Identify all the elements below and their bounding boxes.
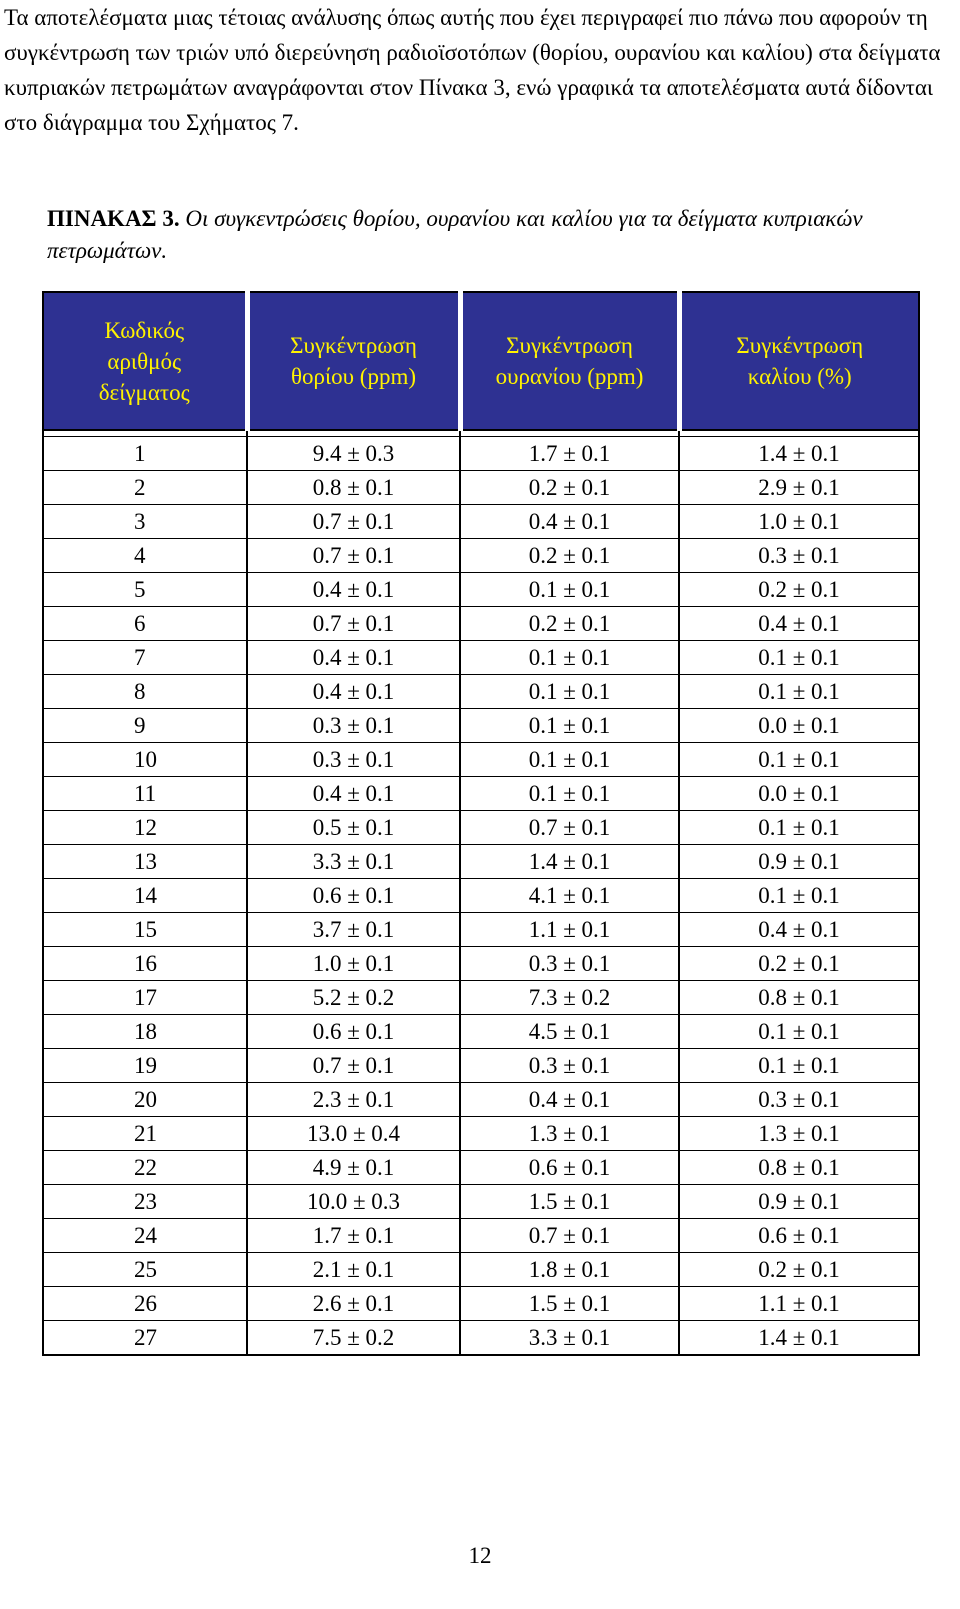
cell-potassium: 0.1 ± 0.1	[679, 743, 919, 777]
cell-uranium: 0.3 ± 0.1	[460, 947, 679, 981]
cell-thorium: 0.3 ± 0.1	[247, 709, 460, 743]
cell-potassium: 1.4 ± 0.1	[679, 437, 919, 471]
cell-uranium: 1.7 ± 0.1	[460, 437, 679, 471]
cell-potassium: 1.3 ± 0.1	[679, 1117, 919, 1151]
cell-thorium: 0.7 ± 0.1	[247, 607, 460, 641]
cell-uranium: 0.1 ± 0.1	[460, 573, 679, 607]
cell-sample-code: 15	[43, 913, 247, 947]
table-caption	[47, 203, 947, 267]
table-row	[43, 505, 919, 539]
cell-potassium: 0.6 ± 0.1	[679, 1219, 919, 1253]
cell-uranium: 7.3 ± 0.2	[460, 981, 679, 1015]
cell-thorium: 0.4 ± 0.1	[247, 675, 460, 709]
cell-thorium: 0.3 ± 0.1	[247, 743, 460, 777]
cell-potassium: 0.4 ± 0.1	[679, 607, 919, 641]
cell-sample-code: 9	[43, 709, 247, 743]
cell-sample-code: 18	[43, 1015, 247, 1049]
cell-sample-code: 8	[43, 675, 247, 709]
table-caption-label: ΠΙΝΑΚΑΣ 3.	[47, 206, 180, 231]
cell-sample-code: 6	[43, 607, 247, 641]
cell-uranium: 0.6 ± 0.1	[460, 1151, 679, 1185]
cell-uranium: 3.3 ± 0.1	[460, 1321, 679, 1356]
cell-uranium: 0.1 ± 0.1	[460, 743, 679, 777]
intro-paragraph: Τα αποτελέσματα μιας τέτοιας ανάλυσης όπως αυτής που έχει περιγραφεί πιο πάνω που αφορούν τη συγκέντρωση των τριών υπό διερεύνηση ραδιοϊσοτόπων (θορίου, ουρανίου και καλίου) στα δείγματα κυπριακών πετρωμάτων αναγράφονται στον Πίνακα 3, ενώ γραφικά τα αποτελέσματα αυτά δίδονται στο διάγραμμα του Σχήματος 7.	[4, 5, 941, 135]
cell-sample-code: 20	[43, 1083, 247, 1117]
header-line: καλίου (%)	[747, 364, 852, 389]
cell-uranium: 0.2 ± 0.1	[460, 539, 679, 573]
table-row	[43, 471, 919, 505]
cell-sample-code: 4	[43, 539, 247, 573]
table-body	[43, 430, 919, 1355]
table-row	[43, 777, 919, 811]
cell-sample-code: 12	[43, 811, 247, 845]
cell-potassium: 0.2 ± 0.1	[679, 1253, 919, 1287]
cell-uranium: 4.1 ± 0.1	[460, 879, 679, 913]
cell-potassium: 1.4 ± 0.1	[679, 1321, 919, 1356]
cell-potassium: 0.1 ± 0.1	[679, 879, 919, 913]
cell-thorium: 0.8 ± 0.1	[247, 471, 460, 505]
cell-uranium: 1.4 ± 0.1	[460, 845, 679, 879]
cell-thorium: 0.7 ± 0.1	[247, 1049, 460, 1083]
table-row	[43, 1321, 919, 1356]
cell-potassium: 1.1 ± 0.1	[679, 1287, 919, 1321]
table-row	[43, 981, 919, 1015]
header-line: Συγκέντρωση	[290, 333, 417, 358]
cell-uranium: 1.5 ± 0.1	[460, 1185, 679, 1219]
cell-sample-code: 14	[43, 879, 247, 913]
page-number: 12	[468, 1543, 492, 1568]
cell-sample-code: 22	[43, 1151, 247, 1185]
cell-sample-code: 25	[43, 1253, 247, 1287]
cell-thorium: 0.7 ± 0.1	[247, 505, 460, 539]
cell-potassium: 0.9 ± 0.1	[679, 1185, 919, 1219]
cell-thorium: 0.4 ± 0.1	[247, 777, 460, 811]
table-row	[43, 437, 919, 471]
cell-potassium: 0.9 ± 0.1	[679, 845, 919, 879]
cell-thorium: 1.7 ± 0.1	[247, 1219, 460, 1253]
cell-thorium: 4.9 ± 0.1	[247, 1151, 460, 1185]
cell-thorium: 13.0 ± 0.4	[247, 1117, 460, 1151]
cell-uranium: 0.3 ± 0.1	[460, 1049, 679, 1083]
cell-uranium: 0.1 ± 0.1	[460, 777, 679, 811]
header-line: Συγκέντρωση	[736, 333, 864, 358]
cell-sample-code: 10	[43, 743, 247, 777]
cell-thorium: 0.5 ± 0.1	[247, 811, 460, 845]
cell-uranium: 4.5 ± 0.1	[460, 1015, 679, 1049]
table-row	[43, 1049, 919, 1083]
cell-thorium: 2.6 ± 0.1	[247, 1287, 460, 1321]
cell-uranium: 0.2 ± 0.1	[460, 471, 679, 505]
table-row	[43, 1151, 919, 1185]
cell-thorium: 3.7 ± 0.1	[247, 913, 460, 947]
cell-sample-code: 2	[43, 471, 247, 505]
table-row	[43, 947, 919, 981]
cell-potassium: 0.3 ± 0.1	[679, 539, 919, 573]
concentrations-table	[42, 291, 920, 1356]
cell-uranium: 0.4 ± 0.1	[460, 1083, 679, 1117]
cell-sample-code: 13	[43, 845, 247, 879]
cell-potassium: 0.3 ± 0.1	[679, 1083, 919, 1117]
table-row	[43, 1015, 919, 1049]
header-line: Κωδικός	[104, 317, 185, 343]
table-row	[43, 1185, 919, 1219]
table-row	[43, 709, 919, 743]
cell-uranium: 1.1 ± 0.1	[460, 913, 679, 947]
cell-sample-code: 3	[43, 505, 247, 539]
table-row	[43, 641, 919, 675]
cell-thorium: 0.6 ± 0.1	[247, 1015, 460, 1049]
cell-uranium: 0.1 ± 0.1	[460, 675, 679, 709]
cell-sample-code: 21	[43, 1117, 247, 1151]
table-row	[43, 1117, 919, 1151]
cell-sample-code: 5	[43, 573, 247, 607]
header-uranium	[460, 292, 679, 430]
header-line: αριθμός	[107, 348, 182, 374]
cell-potassium: 0.1 ± 0.1	[679, 1015, 919, 1049]
cell-sample-code: 7	[43, 641, 247, 675]
table-row	[43, 607, 919, 641]
cell-potassium: 0.2 ± 0.1	[679, 573, 919, 607]
cell-potassium: 0.0 ± 0.1	[679, 709, 919, 743]
table-row	[43, 879, 919, 913]
table-row	[43, 845, 919, 879]
table-row	[43, 743, 919, 777]
cell-uranium: 1.3 ± 0.1	[460, 1117, 679, 1151]
cell-sample-code: 26	[43, 1287, 247, 1321]
table-row	[43, 539, 919, 573]
cell-thorium: 9.4 ± 0.3	[247, 437, 460, 471]
cell-thorium: 1.0 ± 0.1	[247, 947, 460, 981]
cell-sample-code: 17	[43, 981, 247, 1015]
header-line: ουρανίου (ppm)	[495, 364, 644, 389]
cell-uranium: 0.4 ± 0.1	[460, 505, 679, 539]
cell-thorium: 0.6 ± 0.1	[247, 879, 460, 913]
table-row	[43, 1253, 919, 1287]
cell-potassium: 0.8 ± 0.1	[679, 1151, 919, 1185]
header-potassium	[679, 292, 919, 430]
table-row	[43, 1219, 919, 1253]
cell-uranium: 0.7 ± 0.1	[460, 1219, 679, 1253]
header-line: δείγματος	[98, 379, 190, 405]
cell-uranium: 0.1 ± 0.1	[460, 641, 679, 675]
cell-uranium: 0.1 ± 0.1	[460, 709, 679, 743]
cell-potassium: 0.1 ± 0.1	[679, 811, 919, 845]
header-thorium	[247, 292, 460, 430]
cell-potassium: 2.9 ± 0.1	[679, 471, 919, 505]
cell-potassium: 1.0 ± 0.1	[679, 505, 919, 539]
table-row	[43, 1083, 919, 1117]
table-row	[43, 811, 919, 845]
table-row	[43, 1287, 919, 1321]
table-header-row	[43, 292, 919, 430]
cell-potassium: 0.4 ± 0.1	[679, 913, 919, 947]
cell-thorium: 0.4 ± 0.1	[247, 573, 460, 607]
header-line: θορίου (ppm)	[290, 364, 417, 389]
cell-sample-code: 27	[43, 1321, 247, 1356]
cell-thorium: 10.0 ± 0.3	[247, 1185, 460, 1219]
cell-sample-code: 19	[43, 1049, 247, 1083]
cell-thorium: 2.3 ± 0.1	[247, 1083, 460, 1117]
cell-sample-code: 16	[43, 947, 247, 981]
table-caption-text: Οι συγκεντρώσεις θορίου, ουρανίου και καλίου για τα δείγματα κυπριακών πετρωμάτων.	[47, 206, 863, 263]
header-line: Συγκέντρωση	[506, 333, 633, 358]
cell-thorium: 2.1 ± 0.1	[247, 1253, 460, 1287]
cell-sample-code: 23	[43, 1185, 247, 1219]
cell-uranium: 0.7 ± 0.1	[460, 811, 679, 845]
cell-sample-code: 1	[43, 437, 247, 471]
cell-sample-code: 11	[43, 777, 247, 811]
cell-thorium: 7.5 ± 0.2	[247, 1321, 460, 1356]
cell-potassium: 0.1 ± 0.1	[679, 641, 919, 675]
cell-uranium: 1.8 ± 0.1	[460, 1253, 679, 1287]
cell-potassium: 0.1 ± 0.1	[679, 675, 919, 709]
cell-potassium: 0.1 ± 0.1	[679, 1049, 919, 1083]
cell-thorium: 3.3 ± 0.1	[247, 845, 460, 879]
cell-thorium: 0.7 ± 0.1	[247, 539, 460, 573]
header-sample-code	[43, 292, 247, 430]
table-row	[43, 675, 919, 709]
cell-thorium: 5.2 ± 0.2	[247, 981, 460, 1015]
cell-uranium: 0.2 ± 0.1	[460, 607, 679, 641]
cell-thorium: 0.4 ± 0.1	[247, 641, 460, 675]
cell-sample-code: 24	[43, 1219, 247, 1253]
cell-potassium: 0.0 ± 0.1	[679, 777, 919, 811]
table-row	[43, 573, 919, 607]
cell-potassium: 0.8 ± 0.1	[679, 981, 919, 1015]
cell-potassium: 0.2 ± 0.1	[679, 947, 919, 981]
cell-uranium: 1.5 ± 0.1	[460, 1287, 679, 1321]
table-row	[43, 913, 919, 947]
